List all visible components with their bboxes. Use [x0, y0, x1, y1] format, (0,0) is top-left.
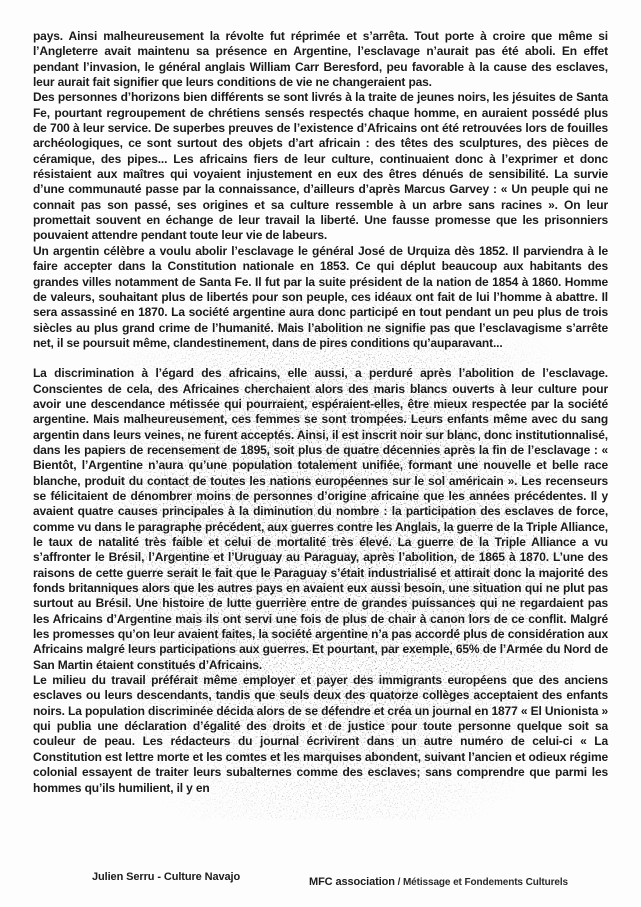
footer-association-subtitle: / Métissage et Fondements Culturels	[394, 876, 569, 888]
footer-association-name: MFC association	[309, 875, 395, 888]
paragraph-2: Des personnes d’horizons bien différents se sont livrés à la traite de jeunes noirs, les jésuites de Santa Fe, pourtant regroupement de chrétiens sensés respectés chaque homme, en auraient possédé plus de 700 à leur service. De superbes preuves de l’existence d’Africains ont été retrouvées lors de fouilles archéologiques, ce sont surtout des objets d’art africain : des têtes des sculptures, des pièces de céramique, des pipes... Les africains fiers de leur culture, continuaient donc à l’exprimer et donc résistaient aux maîtres qui voyaient injustement en eux des êtres dénués de sensibilité. La survie d’une communauté passe par la connaissance, d’ailleurs d’après Marcus Garvey : « Un peuple qui ne connait pas son passé, ses origines et sa culture ressemble à un arbre sans racines ». On leur promettait souvent en échange de leur travail la liberté. Une fausse promesse que les prisonniers pouvaient attendre pendant toute leur vie de labeurs.	[33, 90, 608, 243]
paragraph-3: Un argentin célèbre a voulu abolir l’esclavage le général José de Urquiza dès 1852. Il parviendra à le faire accepter dans la Constitution nationale en 1853. Ce qui déplut beaucoup aux habitants des grandes villes notamment de Santa Fe. Il fut par la suite président de la nation de 1854 à 1860. Homme de valeurs, souhaitant plus de libertés pour son peuple, ces idéaux ont fait de lui l’homme à abattre. Il sera assassiné en 1870. La société argentine aura donc participé en tout pendant un peu plus de trois siècles au plus grand crime de l’humanité. Mais l’abolition ne signifie pas que l’esclavagisme s’arrête net, il se poursuit même, clandestinement, dans de pires conditions qu’auparavant...	[33, 243, 608, 350]
paragraph-1: pays. Ainsi malheureusement la révolte fut réprimée et s’arrêta. Tout porte à croire que même si l’Angleterre avait maintenu sa présence en Argentine, l’esclavage n’aurait pas été aboli. En effet pendant l’invasion, le général anglais William Carr Beresford, peu favorable à la cause des esclaves, leur aurait fait signifier que leurs conditions de vie ne changeraient pas.	[33, 29, 608, 90]
footer-author: Julien Serru - Culture Navajo	[92, 871, 241, 883]
paragraph-5: Le milieu du travail préférait même employer et payer des immigrants européens que des anciens esclaves ou leurs descendants, tandis que seuls deux des quatorze collèges acceptaient des enfants noirs. La population discriminée décida alors de se défendre et créa un journal en 1877 « El Unionista » qui publia une déclaration d’égalité des droits et de justice pour toute personne quelque soit sa couleur de peau. Les rédacteurs du journal écrivirent dans un autre numéro de celui-ci « La Constitution est lettre morte et les comtes et les marquises abondent, suivant l’ancien et odieux régime colonial essayent de traiter leurs subalternes comme des esclaves; sans comprendre que parmi les hommes qu’ils humilient, il y en	[33, 673, 608, 795]
paragraph-4: La discrimination à l’égard des africains, elle aussi, a perduré après l’abolition de l’esclavage. Conscientes de cela, des Africaines cherchaient alors des maris blancs ouverts à leur culture pour avoir une descendance métissée qui pourraient, espéraient-elles, être mieux respectée par la société argentine. Mais malheureusement, ces femmes se sont trompées. Leurs enfants même avec du sang argentin dans leurs veines, ne furent acceptés. Ainsi, il est inscrit noir sur blanc, donc institutionnalisé, dans les papiers de recensement de 1895, soit plus de quatre décennies après la fin de l’esclavage : « Bientôt, l’Argentine n’aura qu’une population totalement unifiée, formant une nouvelle et belle race blanche, produit du contact de toutes les nations européennes sur le sol américain ». Les recenseurs se félicitaient de dénombrer moins de personnes d’origine africaine que les années précédentes. Il y avaient quatre causes principales à la diminution du nombre : la participation des esclaves de force, comme vu dans le paragraphe précédent, aux guerres contre les Anglais, la guerre de la Triple Alliance, le taux de natalité très faible et celui de mortalité très élevé. La guerre de la Triple Alliance a vu s’affronter le Brésil, l’Argentine et l’Uruguay au Paraguay, après l’abolition, de 1865 à 1870. L’une des raisons de cette guerre serait le fait que le Paraguay s’était industrialisé et attirait donc la majorité des fonds britanniques alors que les autres pays en avaient eux aussi besoin, une situation qui ne plut pas surtout au Brésil. Une histoire de lutte guerrière entre de grandes puissances qui ne regardaient pas les Africains d’Argentine mais ils ont servi une fois de plus de chair à canon lors de ce conflit. Malgré les promesses qu’on leur avaient faites, la société argentine n’a pas accordé plus de considération aux Africains malgré leurs participations aux guerres. Et pourtant, par exemple, 65% de l’Armée du Nord de San Martin étaient constitués d’Africains.	[33, 366, 608, 672]
body-text	[33, 29, 608, 796]
footer-association	[309, 872, 568, 890]
